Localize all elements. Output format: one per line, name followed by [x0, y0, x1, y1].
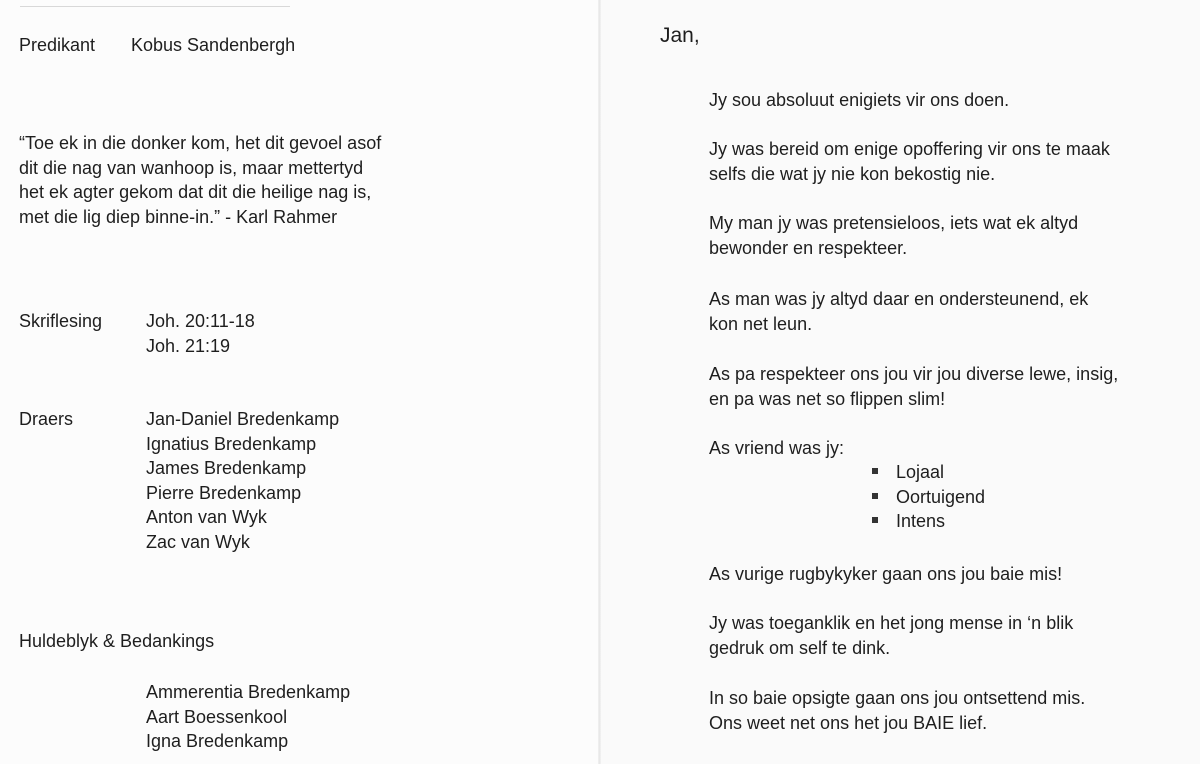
paragraph-2 — [709, 137, 1110, 186]
draers-list — [146, 407, 339, 554]
paragraph-3 — [709, 211, 1078, 260]
skriflesing-list — [146, 309, 255, 358]
paragraph-line: As pa respekteer ons jou vir jou diverse lewe, insig, — [709, 364, 1119, 384]
paragraph-6 — [709, 562, 1062, 587]
vriend-intro: As vriend was jy: — [709, 438, 845, 458]
tribute-name: Ammerentia Bredenkamp — [146, 682, 351, 702]
list-item-text: Lojaal — [896, 462, 945, 482]
paragraph-line: Jy sou absoluut enigiets vir ons doen. — [709, 90, 1010, 110]
list-item-text: Oortuigend — [896, 486, 986, 507]
paragraph-line: My man jy was pretensieloos, iets wat ek altyd — [709, 213, 1079, 233]
pallbearer-name: James Bredenkamp — [146, 458, 307, 478]
quote — [19, 131, 381, 229]
page-fold — [598, 0, 601, 764]
quote-line: “Toe ek in die donker kom, het dit gevoel asof — [19, 133, 382, 153]
quote-line: het ek agter gekom dat dit die heilige nag is, — [19, 182, 372, 202]
list-item — [872, 460, 985, 485]
bullet-icon — [872, 517, 878, 523]
quote-line: dit die nag van wanhoop is, maar mettertyd — [19, 157, 364, 178]
paragraph-line: Ons weet net ons het jou BAIE lief. — [709, 712, 988, 733]
predikant-name: Kobus Sandenbergh — [131, 35, 296, 55]
paragraph-line: In so baie opsigte gaan ons jou ontsettend mis. — [709, 688, 1086, 708]
paragraph-line: gedruk om self te dink. — [709, 637, 891, 658]
tribute-name: Igna Bredenkamp — [146, 731, 289, 751]
huldeblyk-label: Huldeblyk & Bedankings — [19, 631, 215, 651]
bullet-icon — [872, 468, 878, 474]
paragraph-line: selfs die wat jy nie kon bekostig nie. — [709, 163, 996, 184]
paragraph-4 — [709, 287, 1088, 336]
huldeblyk-list — [146, 680, 350, 754]
scan-edge-line — [20, 6, 290, 7]
pallbearer-name: Ignatius Bredenkamp — [146, 433, 317, 454]
scripture-reference: Joh. 21:19 — [146, 335, 231, 356]
paragraph-line: As man was jy altyd daar en ondersteunend, ek — [709, 289, 1089, 309]
paragraph-7 — [709, 611, 1073, 660]
bullet-icon — [872, 493, 878, 499]
pallbearer-name: Zac van Wyk — [146, 531, 250, 552]
pallbearer-name: Jan-Daniel Bredenkamp — [146, 409, 340, 429]
paragraph-line: en pa was net so flippen slim! — [709, 388, 946, 409]
paragraph-line: bewonder en respekteer. — [709, 237, 908, 258]
tribute-name: Aart Boessenkool — [146, 706, 288, 727]
list-item — [872, 485, 985, 510]
predikant-label: Predikant — [19, 35, 96, 55]
quote-line: met die lig diep binne-in.” - Karl Rahmer — [19, 206, 338, 227]
paragraph-line: Jy was toeganklik en het jong mense in ‘n blik — [709, 613, 1074, 633]
paragraph-line: As vurige rugbykyker gaan ons jou baie mis! — [709, 564, 1063, 584]
paragraph-line: kon net leun. — [709, 313, 813, 334]
greeting: Jan, — [660, 24, 700, 47]
vriend-list — [872, 460, 985, 534]
paragraph-1 — [709, 88, 1009, 113]
pallbearer-name: Pierre Bredenkamp — [146, 482, 302, 503]
list-item — [872, 509, 985, 534]
pallbearer-name: Anton van Wyk — [146, 507, 267, 527]
draers-label: Draers — [19, 409, 74, 429]
list-item-text: Intens — [896, 511, 946, 531]
paragraph-8 — [709, 686, 1085, 735]
skriflesing-label: Skriflesing — [19, 311, 103, 331]
paragraph-line: Jy was bereid om enige opoffering vir ons te maak — [709, 139, 1110, 159]
scripture-reference: Joh. 20:11-18 — [146, 311, 255, 331]
paragraph-5 — [709, 362, 1118, 411]
